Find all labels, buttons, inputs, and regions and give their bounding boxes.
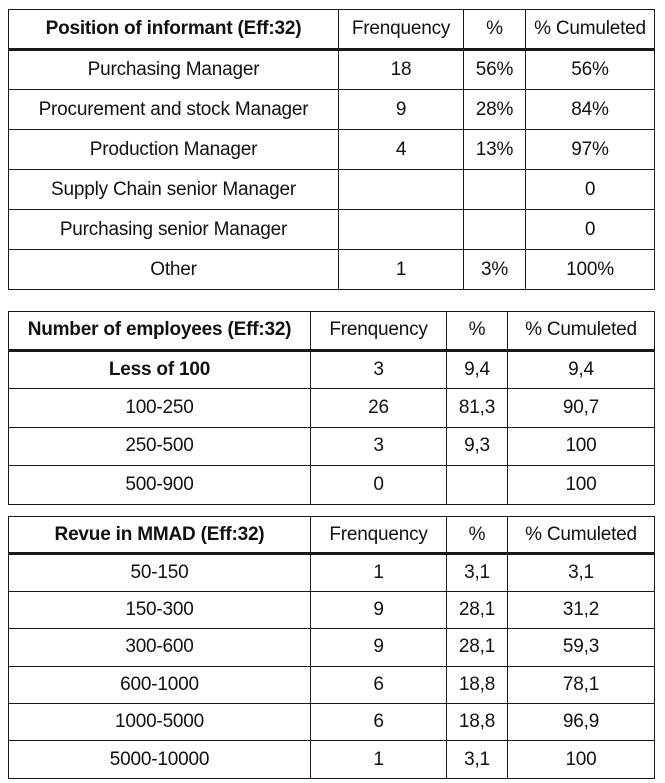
cumulative-cell: 96,9 — [508, 703, 655, 740]
percent-cell — [447, 466, 508, 505]
category-cell: 5000-10000 — [9, 741, 311, 778]
percent-cell: 56% — [464, 50, 526, 90]
percent-cell: 13% — [464, 130, 526, 170]
category-cell: 600-1000 — [9, 666, 311, 703]
table-row — [9, 629, 655, 666]
table-row — [9, 170, 655, 210]
percent-cell: 3,1 — [447, 741, 508, 778]
frequency-cell: 1 — [339, 250, 464, 290]
percent-cell: 9,3 — [447, 427, 508, 466]
cumulative-cell: 100 — [508, 466, 655, 505]
category-cell: 300-600 — [9, 629, 311, 666]
percent-cell: 3% — [464, 250, 526, 290]
cumulative-cell: 56% — [526, 50, 655, 90]
cumulative-cell: 90,7 — [508, 389, 655, 428]
category-cell: 50-150 — [9, 554, 311, 591]
percent-cell: 28,1 — [447, 591, 508, 628]
category-cell: Procurement and stock Manager — [9, 90, 339, 130]
table-row — [9, 741, 655, 778]
frequency-cell: 18 — [339, 50, 464, 90]
table-row — [9, 210, 655, 250]
frequency-cell: 9 — [339, 90, 464, 130]
category-cell: 1000-5000 — [9, 703, 311, 740]
frequency-cell — [339, 170, 464, 210]
percent-cell: 9,4 — [447, 350, 508, 389]
table-row — [9, 50, 655, 90]
table-row — [9, 389, 655, 428]
category-cell: Supply Chain senior Manager — [9, 170, 339, 210]
frequency-cell: 0 — [311, 466, 447, 505]
category-cell: 250-500 — [9, 427, 311, 466]
table-row — [9, 350, 655, 389]
column-header-cumulative: % Cumuleted — [526, 10, 655, 50]
table-row — [9, 427, 655, 466]
column-header-cumulative: % Cumuleted — [508, 517, 655, 554]
cumulative-cell: 100 — [508, 741, 655, 778]
column-header-frequency: Frenquency — [339, 10, 464, 50]
column-header-percent: % — [447, 312, 508, 351]
column-header-cumulative: % Cumuleted — [508, 312, 655, 351]
percent-cell — [464, 170, 526, 210]
table-row — [9, 554, 655, 591]
frequency-cell: 4 — [339, 130, 464, 170]
frequency-cell — [339, 210, 464, 250]
column-header-percent: % — [447, 517, 508, 554]
table-header-row — [9, 517, 655, 554]
percent-cell — [464, 210, 526, 250]
category-cell: Other — [9, 250, 339, 290]
category-cell: Production Manager — [9, 130, 339, 170]
table-row — [9, 666, 655, 703]
table-header-row — [9, 10, 655, 50]
table-row — [9, 250, 655, 290]
percent-cell: 3,1 — [447, 554, 508, 591]
cumulative-cell: 0 — [526, 210, 655, 250]
cumulative-cell: 84% — [526, 90, 655, 130]
column-header-category: Position of informant (Eff:32) — [9, 10, 339, 50]
category-cell: Less of 100 — [9, 350, 311, 389]
cumulative-cell: 100 — [508, 427, 655, 466]
frequency-cell: 3 — [311, 427, 447, 466]
cumulative-cell: 97% — [526, 130, 655, 170]
table-row — [9, 591, 655, 628]
table-header-row — [9, 312, 655, 351]
percent-cell: 81,3 — [447, 389, 508, 428]
cumulative-cell: 100% — [526, 250, 655, 290]
frequency-cell: 1 — [311, 554, 447, 591]
category-cell: Purchasing senior Manager — [9, 210, 339, 250]
position-of-informant-table — [8, 9, 655, 290]
frequency-cell: 6 — [311, 666, 447, 703]
percent-cell: 18,8 — [447, 666, 508, 703]
frequency-cell: 1 — [311, 741, 447, 778]
frequency-cell: 9 — [311, 629, 447, 666]
column-header-percent: % — [464, 10, 526, 50]
percent-cell: 28% — [464, 90, 526, 130]
frequency-cell: 3 — [311, 350, 447, 389]
frequency-cell: 6 — [311, 703, 447, 740]
frequency-cell: 9 — [311, 591, 447, 628]
column-header-category: Number of employees (Eff:32) — [9, 312, 311, 351]
revenue-in-mmad-table — [8, 516, 655, 779]
category-cell: Purchasing Manager — [9, 50, 339, 90]
column-header-frequency: Frenquency — [311, 517, 447, 554]
cumulative-cell: 9,4 — [508, 350, 655, 389]
cumulative-cell: 78,1 — [508, 666, 655, 703]
cumulative-cell: 0 — [526, 170, 655, 210]
percent-cell: 28,1 — [447, 629, 508, 666]
table-row — [9, 703, 655, 740]
category-cell: 150-300 — [9, 591, 311, 628]
table-row — [9, 130, 655, 170]
category-cell: 500-900 — [9, 466, 311, 505]
table-row — [9, 90, 655, 130]
percent-cell: 18,8 — [447, 703, 508, 740]
number-of-employees-table — [8, 311, 655, 505]
category-cell: 100-250 — [9, 389, 311, 428]
cumulative-cell: 31,2 — [508, 591, 655, 628]
table-row — [9, 466, 655, 505]
cumulative-cell: 59,3 — [508, 629, 655, 666]
frequency-cell: 26 — [311, 389, 447, 428]
column-header-frequency: Frenquency — [311, 312, 447, 351]
cumulative-cell: 3,1 — [508, 554, 655, 591]
column-header-category: Revue in MMAD (Eff:32) — [9, 517, 311, 554]
